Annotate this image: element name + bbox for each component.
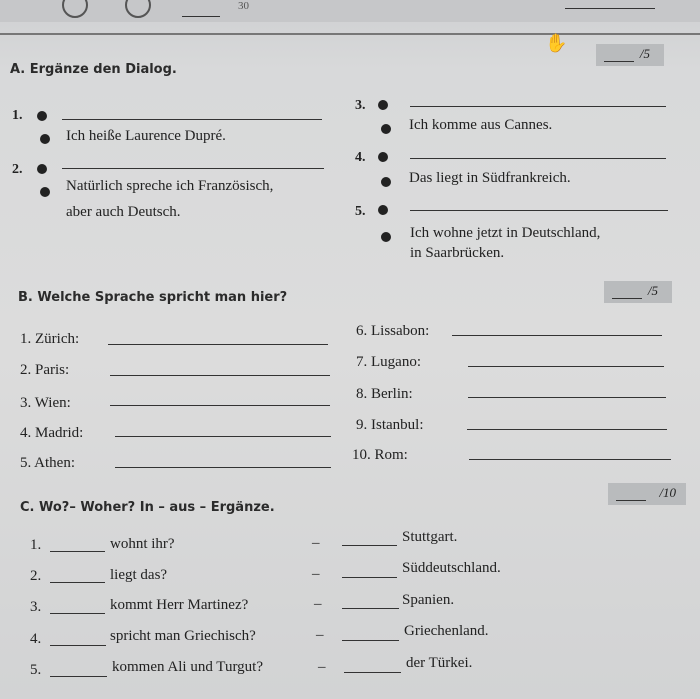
bullet-icon xyxy=(381,232,391,242)
answer-line[interactable] xyxy=(344,672,401,673)
answer-line[interactable] xyxy=(50,551,105,552)
dialog-answer: Ich heiße Laurence Dupré. xyxy=(66,128,226,144)
city-label: 5. Athen: xyxy=(20,455,75,471)
row-number: 4. xyxy=(30,631,42,647)
answer-line[interactable] xyxy=(108,344,328,345)
dash: – xyxy=(318,659,326,675)
row-number: 2. xyxy=(30,568,42,584)
top-line xyxy=(565,8,655,9)
bullet-icon xyxy=(378,152,388,162)
bullet-icon xyxy=(37,164,47,174)
section-c-score: /10 xyxy=(608,483,686,505)
answer-line[interactable] xyxy=(50,613,105,614)
circle-icon xyxy=(125,0,151,18)
city-label: 6. Lissabon: xyxy=(356,323,430,339)
bullet-icon xyxy=(37,111,47,121)
answer-line[interactable] xyxy=(115,467,331,468)
answer-line[interactable] xyxy=(342,608,399,609)
question-text: kommen Ali und Turgut? xyxy=(112,659,263,675)
answer-line[interactable] xyxy=(50,645,106,646)
top-fragment: 30 xyxy=(238,0,249,12)
city-label: 4. Madrid: xyxy=(20,425,84,441)
divider xyxy=(0,33,700,35)
question-text: wohnt ihr? xyxy=(110,536,175,552)
answer-line[interactable] xyxy=(410,210,668,211)
bullet-icon xyxy=(40,187,50,197)
dialog-answer-line1: Ich wohne jetzt in Deutschland, xyxy=(410,225,601,241)
item-number: 3. xyxy=(355,98,366,113)
dialog-answer-line1: Natürlich spreche ich Französisch, xyxy=(66,178,274,194)
item-number: 1. xyxy=(12,108,23,123)
question-text: liegt das? xyxy=(110,567,168,583)
item-number: 2. xyxy=(12,162,23,177)
city-label: 10. Rom: xyxy=(352,447,408,463)
question-text: kommt Herr Martinez? xyxy=(110,597,249,613)
answer-line[interactable] xyxy=(62,168,324,169)
place-text: Spanien. xyxy=(402,592,455,608)
place-text: Griechenland. xyxy=(404,623,489,639)
row-number: 1. xyxy=(30,537,42,553)
answer-line[interactable] xyxy=(110,375,330,376)
city-label: 8. Berlin: xyxy=(356,386,413,402)
answer-line[interactable] xyxy=(468,366,664,367)
dialog-answer: Das liegt in Südfrankreich. xyxy=(409,170,571,186)
answer-line[interactable] xyxy=(342,640,399,641)
top-line xyxy=(182,16,220,17)
bullet-icon xyxy=(378,100,388,110)
dash: – xyxy=(312,535,320,551)
place-text: Süddeutschland. xyxy=(402,560,501,576)
answer-line[interactable] xyxy=(410,158,666,159)
section-c-title: C. Wo?– Woher? In – aus – Ergänze. xyxy=(20,500,275,515)
place-text: der Türkei. xyxy=(406,655,473,671)
item-number: 5. xyxy=(355,204,366,219)
answer-line[interactable] xyxy=(62,119,322,120)
section-a-title: A. Ergänze den Dialog. xyxy=(10,62,177,77)
dash: – xyxy=(312,566,320,582)
answer-line[interactable] xyxy=(410,106,666,107)
city-label: 7. Lugano: xyxy=(356,354,421,370)
answer-line[interactable] xyxy=(469,459,671,460)
city-label: 3. Wien: xyxy=(20,395,71,411)
dash: – xyxy=(316,627,324,643)
hand-icon: ✋ xyxy=(545,33,568,53)
answer-line[interactable] xyxy=(50,676,107,677)
top-strip xyxy=(0,0,700,22)
dialog-answer-line2: in Saarbrücken. xyxy=(410,245,505,261)
answer-line[interactable] xyxy=(115,436,331,437)
question-text: spricht man Griechisch? xyxy=(110,628,256,644)
answer-line[interactable] xyxy=(468,397,666,398)
row-number: 3. xyxy=(30,599,42,615)
dialog-answer: Ich komme aus Cannes. xyxy=(409,117,553,133)
section-b-score: /5 xyxy=(604,281,672,303)
city-label: 9. Istanbul: xyxy=(356,417,424,433)
circle-icon xyxy=(62,0,88,18)
section-b-title: B. Welche Sprache spricht man hier? xyxy=(18,290,288,305)
city-label: 2. Paris: xyxy=(20,362,70,378)
answer-line[interactable] xyxy=(467,429,667,430)
row-number: 5. xyxy=(30,662,42,678)
dialog-answer-line2: aber auch Deutsch. xyxy=(66,204,181,220)
answer-line[interactable] xyxy=(50,582,105,583)
answer-line[interactable] xyxy=(110,405,330,406)
section-a-score: /5 xyxy=(596,44,664,66)
item-number: 4. xyxy=(355,150,366,165)
answer-line[interactable] xyxy=(342,545,397,546)
answer-line[interactable] xyxy=(342,577,397,578)
dash: – xyxy=(314,596,322,612)
bullet-icon xyxy=(378,205,388,215)
bullet-icon xyxy=(381,177,391,187)
answer-line[interactable] xyxy=(452,335,662,336)
place-text: Stuttgart. xyxy=(402,529,458,545)
bullet-icon xyxy=(381,124,391,134)
city-label: 1. Zürich: xyxy=(20,331,80,347)
bullet-icon xyxy=(40,134,50,144)
